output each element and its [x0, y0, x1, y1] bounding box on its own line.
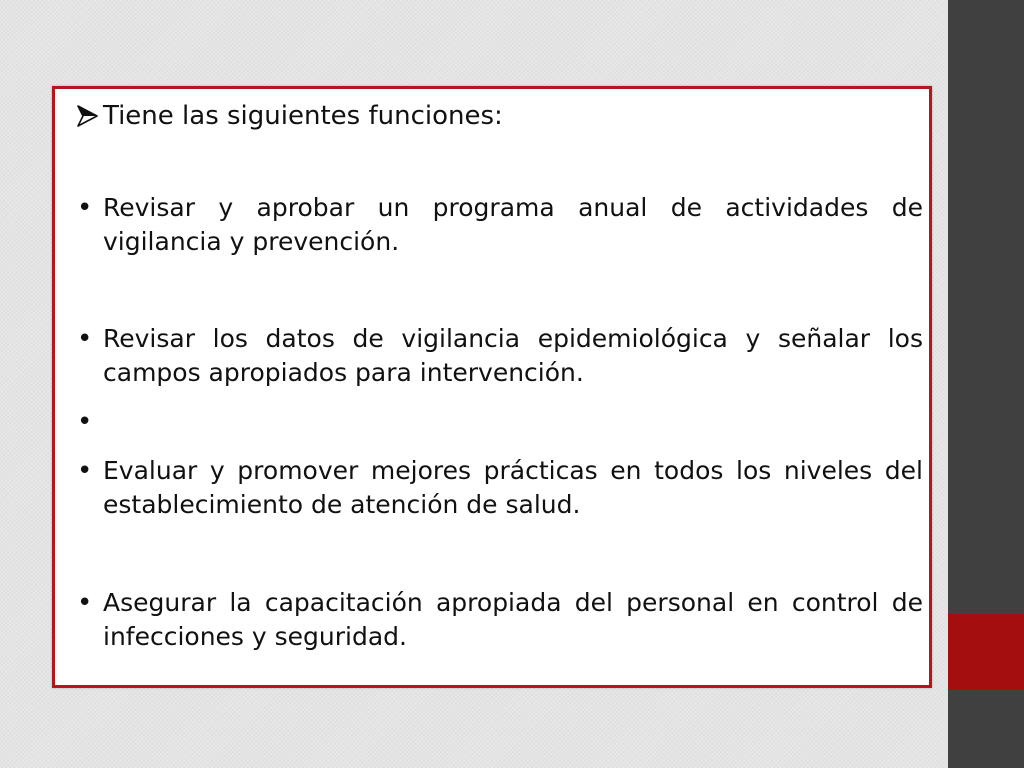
list-item-text: Revisar los datos de vigilancia epidemiológica y señalar los campos apropiados para intervención. [103, 324, 923, 387]
bullet-dot: • [77, 456, 93, 486]
list-item-text: Revisar y aprobar un programa anual de actividades de vigilancia y prevención. [103, 193, 923, 256]
bullet-dot: • [77, 407, 93, 437]
bullet-dot: • [77, 324, 93, 354]
list-item [75, 454, 923, 522]
list-item [75, 586, 923, 654]
list-item [75, 191, 923, 259]
list-item-text: Evaluar y promover mejores prácticas en todos los niveles del establecimiento de atención de salud. [103, 456, 923, 519]
content-frame [52, 86, 932, 688]
side-accent-block [948, 614, 1024, 690]
arrow-bullet-icon [75, 104, 99, 128]
slide-heading-text: Tiene las siguientes funciones: [103, 101, 503, 131]
bullet-dot: • [77, 588, 93, 618]
list-item [75, 322, 923, 390]
slide-heading [75, 99, 503, 133]
list-item-text: Asegurar la capacitación apropiada del personal en control de infecciones y seguridad. [103, 588, 923, 651]
list-item [75, 405, 923, 439]
bullet-dot: • [77, 193, 93, 223]
